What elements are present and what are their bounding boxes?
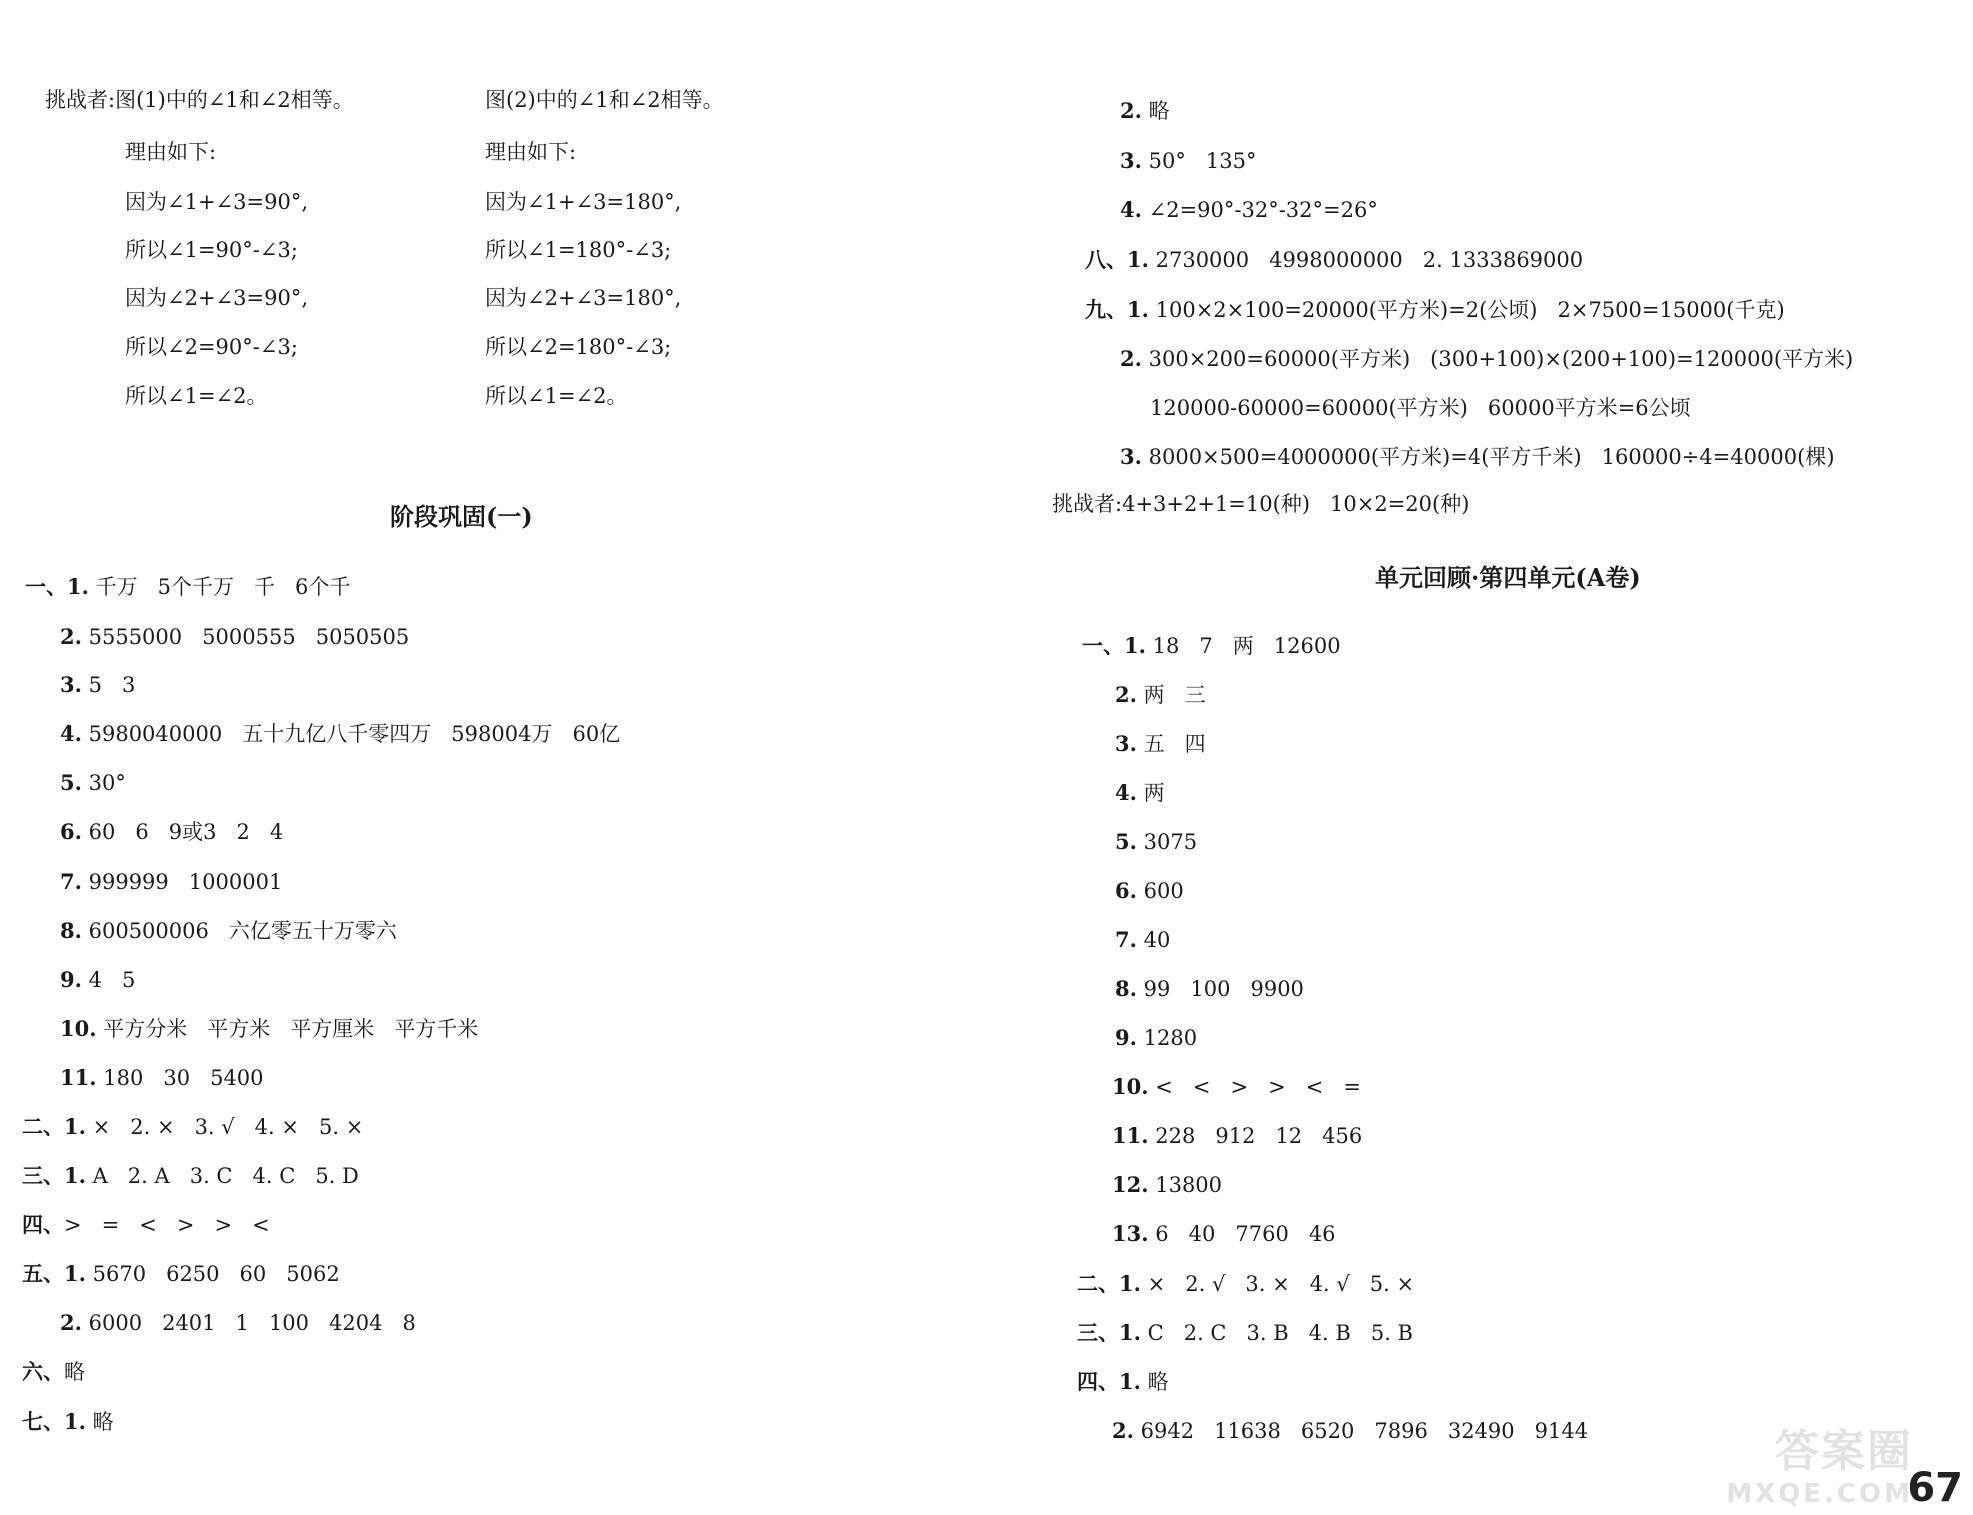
answer-line: 2. 6942 11638 6520 7896 32490 9144: [1112, 1418, 1589, 1443]
fig2-reason-line: 所以∠2=180°-∠3;: [485, 335, 672, 359]
answer-line: 八、1. 2730000 4998000000 2. 1333869000: [1085, 247, 1584, 272]
answer-line: 三、1. A 2. A 3. C 4. C 5. D: [22, 1163, 359, 1188]
answer-line: 二、1. × 2. × 3. √ 4. × 5. ×: [22, 1114, 364, 1139]
answer-line: 7. 999999 1000001: [60, 869, 283, 894]
answer-line: 11. 180 30 5400: [60, 1065, 264, 1090]
fig1-reason-line: 所以∠2=90°-∠3;: [125, 335, 298, 359]
answer-line: 11. 228 912 12 456: [1112, 1123, 1363, 1148]
fig2-reason-line: 所以∠1=180°-∠3;: [485, 238, 672, 262]
fig1-reason-line: 所以∠1=90°-∠3;: [125, 238, 298, 262]
answer-line: 9. 4 5: [60, 967, 136, 992]
fig2-reason-line: 因为∠1+∠3=180°,: [485, 190, 682, 214]
section-title: 阶段巩固(一): [390, 502, 533, 531]
answer-line: 七、1. 略: [22, 1409, 114, 1434]
page-number: 67: [1907, 1465, 1963, 1511]
answer-line: 2. 略: [1120, 98, 1170, 123]
answer-line: 12. 13800: [1112, 1172, 1223, 1197]
answer-line: 3. 五 四: [1115, 731, 1206, 756]
answer-line: 一、1. 千万 5个千万 千 6个千: [25, 574, 351, 599]
answer-line: 六、略: [22, 1359, 85, 1384]
answer-line: 2. 6000 2401 1 100 4204 8: [60, 1310, 416, 1335]
fig1-reason-line: 因为∠2+∠3=90°,: [125, 286, 309, 310]
answer-line: 8. 99 100 9900: [1115, 976, 1304, 1001]
fig2-reason-line: 所以∠1=∠2。: [485, 384, 628, 408]
answer-line: 四、> = < > > <: [22, 1212, 270, 1237]
answer-line: 4. ∠2=90°-32°-32°=26°: [1120, 197, 1378, 222]
fig1-reason-line: 理由如下:: [125, 140, 217, 164]
answer-line: 13. 6 40 7760 46: [1112, 1221, 1336, 1246]
answer-line: 3. 5 3: [60, 672, 136, 697]
answer-line: 五、1. 5670 6250 60 5062: [22, 1261, 340, 1286]
answer-line: 3. 50° 135°: [1120, 148, 1257, 173]
challenge-fig1-head: 挑战者:图(1)中的∠1和∠2相等。: [45, 88, 354, 112]
left-page: [0, 0, 980, 1515]
answer-line: 6. 600: [1115, 878, 1184, 903]
answer-line: 8. 600500006 六亿零五十万零六: [60, 918, 397, 943]
answer-line: 三、1. C 2. C 3. B 4. B 5. B: [1077, 1320, 1413, 1345]
watermark-url: MXQE.COM: [1726, 1479, 1913, 1509]
answer-line: 九、1. 100×2×100=20000(平方米)=2(公顷) 2×7500=15000(千克): [1085, 297, 1785, 322]
fig2-reason-line: 因为∠2+∠3=180°,: [485, 286, 682, 310]
answer-line: 四、1. 略: [1077, 1369, 1169, 1394]
fig2-reason-line: 理由如下:: [485, 140, 577, 164]
challenge-fig2-head: 图(2)中的∠1和∠2相等。: [485, 88, 724, 112]
answer-line: 二、1. × 2. √ 3. × 4. √ 5. ×: [1077, 1271, 1415, 1296]
answer-line: 5. 3075: [1115, 829, 1198, 854]
answer-line: 一、1. 18 7 两 12600: [1082, 633, 1341, 658]
section-title: 单元回顾·第四单元(A卷): [1375, 563, 1641, 592]
answer-line: 7. 40: [1115, 927, 1171, 952]
answer-line: 4. 5980040000 五十九亿八千零四万 598004万 60亿: [60, 721, 621, 746]
watermark-logo: 答案圈: [1775, 1426, 1913, 1477]
answer-line: 120000-60000=60000(平方米) 60000平方米=6公顷: [1150, 396, 1691, 420]
answer-line: 3. 8000×500=4000000(平方米)=4(平方千米) 160000÷4=40000(棵): [1120, 444, 1835, 469]
fig1-reason-line: 所以∠1=∠2。: [125, 384, 268, 408]
answer-line: 2. 300×200=60000(平方米) (300+100)×(200+100)=120000(平方米): [1120, 346, 1854, 371]
answer-line: 挑战者:4+3+2+1=10(种) 10×2=20(种): [1052, 492, 1470, 516]
answer-line: 10. 平方分米 平方米 平方厘米 平方千米: [60, 1016, 479, 1041]
answer-line: 2. 两 三: [1115, 682, 1206, 707]
answer-line: 10. < < > > < =: [1112, 1074, 1361, 1099]
answer-line: 4. 两: [1115, 780, 1165, 805]
answer-line: 5. 30°: [60, 770, 126, 795]
fig1-reason-line: 因为∠1+∠3=90°,: [125, 190, 309, 214]
answer-line: 9. 1280: [1115, 1025, 1198, 1050]
answer-line: 2. 5555000 5000555 5050505: [60, 624, 410, 649]
answer-line: 6. 60 6 9或3 2 4: [60, 819, 284, 844]
